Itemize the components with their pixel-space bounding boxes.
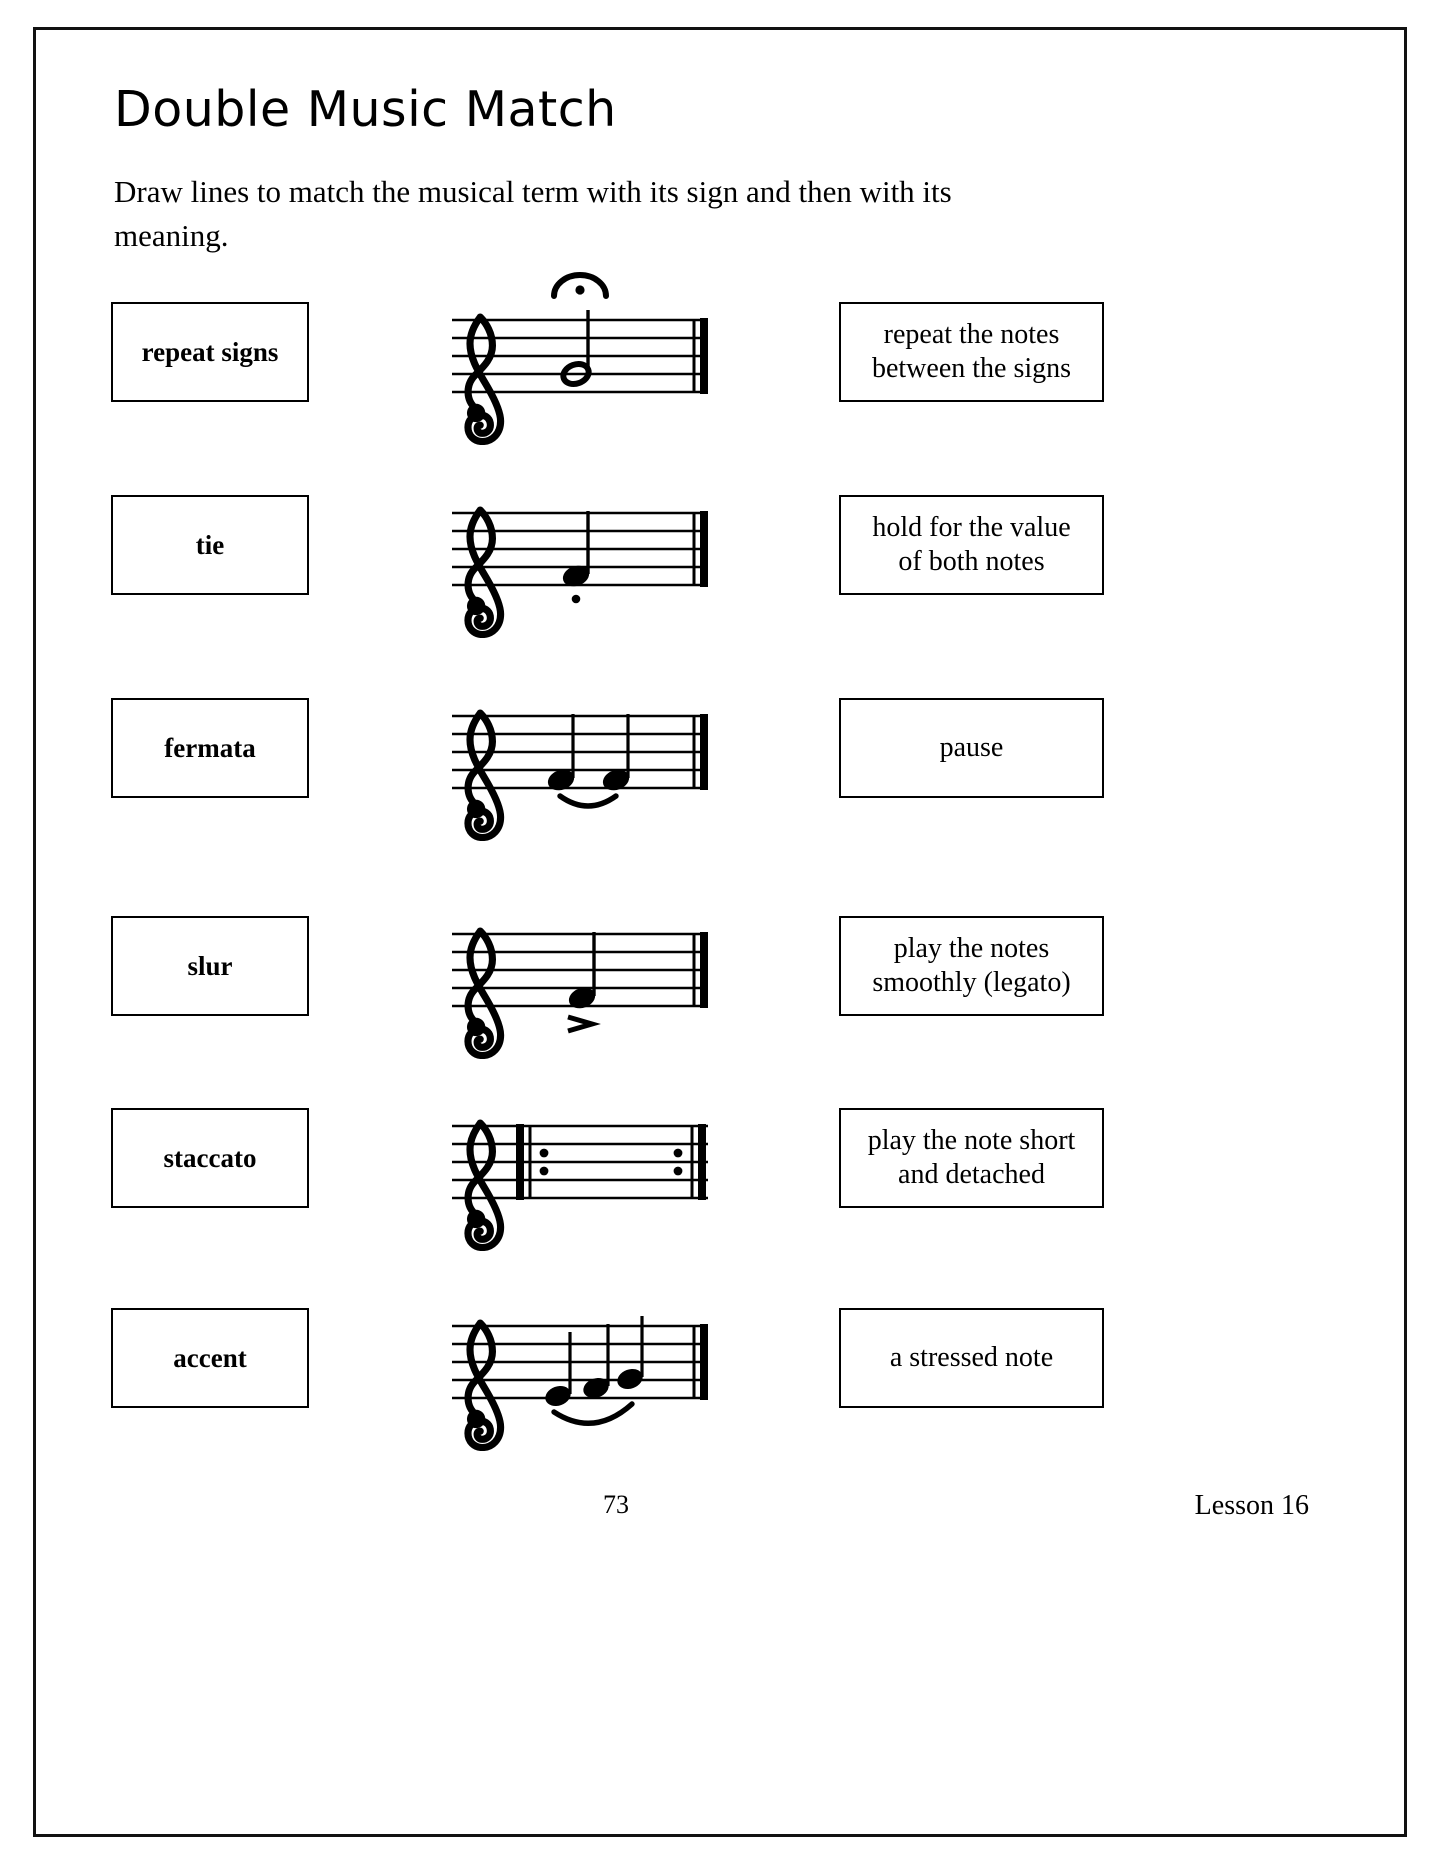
term-box-tie[interactable] — [111, 495, 309, 595]
page-title: Double Music Match — [114, 81, 617, 138]
term-box-slur[interactable] — [111, 916, 309, 1016]
term-label: repeat signs — [141, 336, 279, 367]
meaning-box-6[interactable] — [839, 1308, 1104, 1408]
match-row-4 — [36, 916, 1404, 1076]
meaning-label: repeat the notes between the signs — [871, 318, 1072, 384]
term-label: staccato — [163, 1142, 257, 1173]
meaning-label: hold for the value of both notes — [872, 511, 1071, 577]
meaning-box-2[interactable] — [839, 495, 1104, 595]
sign-note-with-accent-mark — [436, 874, 726, 1059]
term-label: slur — [187, 950, 233, 981]
meaning-label: a stressed note — [889, 1341, 1054, 1373]
meaning-box-1[interactable] — [839, 302, 1104, 402]
match-row-6 — [36, 1308, 1404, 1468]
term-label: tie — [195, 529, 225, 560]
meaning-label: pause — [939, 731, 1004, 763]
term-label: accent — [173, 1342, 247, 1373]
meaning-box-3[interactable] — [839, 698, 1104, 798]
match-row-3 — [36, 698, 1404, 858]
page-number: 73 — [603, 1490, 629, 1519]
instructions-text: Draw lines to match the musical term with its sign and then with its meaning. — [114, 174, 952, 254]
sign-two-tied-notes — [436, 656, 726, 841]
term-box-repeat-signs[interactable] — [111, 302, 309, 402]
sign-quarter-note-with-staccato-dot — [436, 453, 726, 638]
worksheet-page — [33, 27, 1407, 1837]
lesson-label: Lesson 16 — [1194, 1490, 1309, 1521]
term-box-fermata[interactable] — [111, 698, 309, 798]
sign-repeat-sign-barlines — [436, 1066, 726, 1251]
match-row-2 — [36, 495, 1404, 655]
sign-half-note-with-fermata — [436, 260, 726, 445]
meaning-label: play the notes smoothly (legato) — [872, 932, 1071, 998]
term-box-staccato[interactable] — [111, 1108, 309, 1208]
match-row-5 — [36, 1108, 1404, 1268]
meaning-box-5[interactable] — [839, 1108, 1104, 1208]
worksheet-content — [36, 30, 1404, 1834]
term-box-accent[interactable] — [111, 1308, 309, 1408]
meaning-box-4[interactable] — [839, 916, 1104, 1016]
meaning-label: play the note short and detached — [867, 1124, 1076, 1190]
match-row-1 — [36, 302, 1404, 462]
sign-three-notes-with-slur — [436, 1266, 726, 1451]
term-label: fermata — [164, 732, 256, 763]
